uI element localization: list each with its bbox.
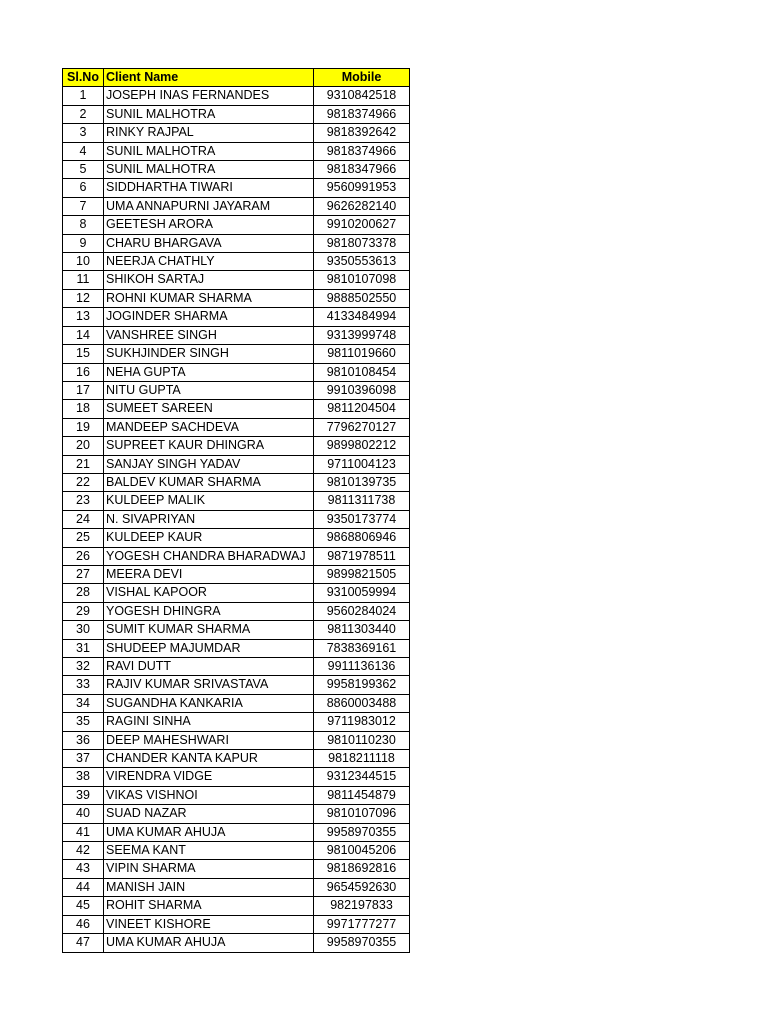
cell-sl-no: 32 xyxy=(63,658,104,676)
cell-mobile: 9350173774 xyxy=(314,510,410,528)
cell-mobile: 9811454879 xyxy=(314,786,410,804)
cell-sl-no: 40 xyxy=(63,805,104,823)
cell-client-name: RAGINI SINHA xyxy=(104,713,314,731)
cell-sl-no: 15 xyxy=(63,345,104,363)
table-row xyxy=(63,621,410,639)
cell-client-name: SUNIL MALHOTRA xyxy=(104,105,314,123)
cell-sl-no: 5 xyxy=(63,161,104,179)
cell-client-name: VANSHREE SINGH xyxy=(104,326,314,344)
table-row xyxy=(63,289,410,307)
table-row xyxy=(63,694,410,712)
cell-client-name: MEERA DEVI xyxy=(104,565,314,583)
table-row xyxy=(63,878,410,896)
cell-sl-no: 22 xyxy=(63,473,104,491)
table-row xyxy=(63,400,410,418)
cell-client-name: KULDEEP KAUR xyxy=(104,529,314,547)
cell-client-name: SEEMA KANT xyxy=(104,842,314,860)
table-row xyxy=(63,823,410,841)
table-row xyxy=(63,124,410,142)
cell-mobile: 9811303440 xyxy=(314,621,410,639)
cell-sl-no: 37 xyxy=(63,750,104,768)
table-row xyxy=(63,437,410,455)
cell-mobile: 9818374966 xyxy=(314,142,410,160)
table-row xyxy=(63,805,410,823)
cell-client-name: SUAD NAZAR xyxy=(104,805,314,823)
cell-mobile: 9711004123 xyxy=(314,455,410,473)
cell-mobile: 4133484994 xyxy=(314,308,410,326)
cell-client-name: SUPREET KAUR DHINGRA xyxy=(104,437,314,455)
table-row xyxy=(63,897,410,915)
cell-mobile: 7796270127 xyxy=(314,418,410,436)
cell-sl-no: 43 xyxy=(63,860,104,878)
table-row xyxy=(63,216,410,234)
cell-mobile: 9626282140 xyxy=(314,197,410,215)
cell-client-name: MANDEEP SACHDEVA xyxy=(104,418,314,436)
header-sl-no: Sl.No xyxy=(63,69,104,87)
table-row xyxy=(63,161,410,179)
cell-sl-no: 26 xyxy=(63,547,104,565)
cell-sl-no: 19 xyxy=(63,418,104,436)
header-mobile: Mobile xyxy=(314,69,410,87)
cell-client-name: SUGANDHA KANKARIA xyxy=(104,694,314,712)
cell-mobile: 9818073378 xyxy=(314,234,410,252)
cell-mobile: 9310059994 xyxy=(314,584,410,602)
cell-mobile: 9910396098 xyxy=(314,381,410,399)
cell-mobile: 9971777277 xyxy=(314,915,410,933)
table-row xyxy=(63,731,410,749)
cell-mobile: 9811204504 xyxy=(314,400,410,418)
cell-mobile: 9958199362 xyxy=(314,676,410,694)
table-row xyxy=(63,713,410,731)
cell-client-name: SUNIL MALHOTRA xyxy=(104,142,314,160)
client-table xyxy=(62,68,410,953)
cell-client-name: NEERJA CHATHLY xyxy=(104,253,314,271)
cell-client-name: SUMIT KUMAR SHARMA xyxy=(104,621,314,639)
cell-client-name: ROHNI KUMAR SHARMA xyxy=(104,289,314,307)
cell-client-name: SIDDHARTHA TIWARI xyxy=(104,179,314,197)
cell-mobile: 9818347966 xyxy=(314,161,410,179)
cell-mobile: 9560991953 xyxy=(314,179,410,197)
cell-sl-no: 6 xyxy=(63,179,104,197)
header-row xyxy=(63,69,410,87)
cell-sl-no: 28 xyxy=(63,584,104,602)
table-row xyxy=(63,345,410,363)
cell-mobile: 9810139735 xyxy=(314,473,410,491)
cell-sl-no: 9 xyxy=(63,234,104,252)
table-row xyxy=(63,455,410,473)
cell-client-name: CHANDER KANTA KAPUR xyxy=(104,750,314,768)
table-row xyxy=(63,768,410,786)
cell-mobile: 9560284024 xyxy=(314,602,410,620)
cell-client-name: VISHAL KAPOOR xyxy=(104,584,314,602)
cell-mobile: 9818692816 xyxy=(314,860,410,878)
table-body xyxy=(63,87,410,952)
cell-mobile: 9810108454 xyxy=(314,363,410,381)
cell-client-name: VIKAS VISHNOI xyxy=(104,786,314,804)
cell-sl-no: 21 xyxy=(63,455,104,473)
cell-sl-no: 10 xyxy=(63,253,104,271)
cell-mobile: 9811311738 xyxy=(314,492,410,510)
cell-sl-no: 25 xyxy=(63,529,104,547)
cell-mobile: 9958970355 xyxy=(314,934,410,952)
cell-client-name: GEETESH ARORA xyxy=(104,216,314,234)
table-row xyxy=(63,105,410,123)
cell-sl-no: 47 xyxy=(63,934,104,952)
cell-mobile: 9711983012 xyxy=(314,713,410,731)
cell-client-name: NEHA GUPTA xyxy=(104,363,314,381)
cell-client-name: CHARU BHARGAVA xyxy=(104,234,314,252)
table-row xyxy=(63,253,410,271)
table-row xyxy=(63,934,410,952)
cell-sl-no: 34 xyxy=(63,694,104,712)
table-row xyxy=(63,639,410,657)
cell-sl-no: 3 xyxy=(63,124,104,142)
table-row xyxy=(63,271,410,289)
cell-mobile: 8860003488 xyxy=(314,694,410,712)
cell-client-name: DEEP MAHESHWARI xyxy=(104,731,314,749)
table-row xyxy=(63,326,410,344)
cell-sl-no: 38 xyxy=(63,768,104,786)
cell-sl-no: 13 xyxy=(63,308,104,326)
cell-mobile: 9899802212 xyxy=(314,437,410,455)
cell-sl-no: 39 xyxy=(63,786,104,804)
cell-client-name: SUMEET SAREEN xyxy=(104,400,314,418)
table-row xyxy=(63,529,410,547)
table-row xyxy=(63,842,410,860)
cell-mobile: 9911136136 xyxy=(314,658,410,676)
cell-client-name: RINKY RAJPAL xyxy=(104,124,314,142)
table-row xyxy=(63,786,410,804)
cell-client-name: N. SIVAPRIYAN xyxy=(104,510,314,528)
cell-mobile: 9810110230 xyxy=(314,731,410,749)
cell-mobile: 9910200627 xyxy=(314,216,410,234)
cell-sl-no: 11 xyxy=(63,271,104,289)
cell-mobile: 9310842518 xyxy=(314,87,410,105)
table-row xyxy=(63,473,410,491)
table-row xyxy=(63,676,410,694)
cell-client-name: SHUDEEP MAJUMDAR xyxy=(104,639,314,657)
cell-mobile: 9899821505 xyxy=(314,565,410,583)
table-row xyxy=(63,547,410,565)
cell-sl-no: 36 xyxy=(63,731,104,749)
table-row xyxy=(63,87,410,105)
cell-mobile: 9312344515 xyxy=(314,768,410,786)
cell-sl-no: 12 xyxy=(63,289,104,307)
table-row xyxy=(63,492,410,510)
cell-sl-no: 45 xyxy=(63,897,104,915)
cell-sl-no: 2 xyxy=(63,105,104,123)
cell-client-name: UMA KUMAR AHUJA xyxy=(104,823,314,841)
cell-client-name: UMA ANNAPURNI JAYARAM xyxy=(104,197,314,215)
cell-sl-no: 27 xyxy=(63,565,104,583)
cell-mobile: 9810107098 xyxy=(314,271,410,289)
cell-client-name: KULDEEP MALIK xyxy=(104,492,314,510)
cell-mobile: 9810045206 xyxy=(314,842,410,860)
cell-client-name: JOGINDER SHARMA xyxy=(104,308,314,326)
table-row xyxy=(63,584,410,602)
table-row xyxy=(63,197,410,215)
table-row xyxy=(63,860,410,878)
cell-client-name: SUKHJINDER SINGH xyxy=(104,345,314,363)
table-row xyxy=(63,363,410,381)
cell-client-name: SHIKOH SARTAJ xyxy=(104,271,314,289)
cell-mobile: 7838369161 xyxy=(314,639,410,657)
cell-mobile: 9818392642 xyxy=(314,124,410,142)
cell-client-name: JOSEPH INAS FERNANDES xyxy=(104,87,314,105)
cell-client-name: ROHIT SHARMA xyxy=(104,897,314,915)
table-row xyxy=(63,234,410,252)
table-row xyxy=(63,142,410,160)
cell-sl-no: 31 xyxy=(63,639,104,657)
cell-mobile: 9313999748 xyxy=(314,326,410,344)
cell-client-name: RAVI DUTT xyxy=(104,658,314,676)
cell-client-name: UMA KUMAR AHUJA xyxy=(104,934,314,952)
table-row xyxy=(63,308,410,326)
table-row xyxy=(63,179,410,197)
cell-client-name: YOGESH CHANDRA BHARADWAJ xyxy=(104,547,314,565)
cell-sl-no: 7 xyxy=(63,197,104,215)
cell-mobile: 9810107096 xyxy=(314,805,410,823)
table-row xyxy=(63,750,410,768)
table-row xyxy=(63,602,410,620)
table-row xyxy=(63,418,410,436)
cell-sl-no: 14 xyxy=(63,326,104,344)
cell-mobile: 9818374966 xyxy=(314,105,410,123)
header-client-name: Client Name xyxy=(104,69,314,87)
cell-client-name: SUNIL MALHOTRA xyxy=(104,161,314,179)
cell-sl-no: 16 xyxy=(63,363,104,381)
cell-client-name: MANISH JAIN xyxy=(104,878,314,896)
table-row xyxy=(63,510,410,528)
cell-sl-no: 1 xyxy=(63,87,104,105)
cell-sl-no: 18 xyxy=(63,400,104,418)
cell-sl-no: 29 xyxy=(63,602,104,620)
table-row xyxy=(63,915,410,933)
cell-sl-no: 44 xyxy=(63,878,104,896)
cell-sl-no: 30 xyxy=(63,621,104,639)
cell-sl-no: 24 xyxy=(63,510,104,528)
table-header xyxy=(63,69,410,87)
cell-mobile: 982197833 xyxy=(314,897,410,915)
cell-sl-no: 33 xyxy=(63,676,104,694)
cell-sl-no: 4 xyxy=(63,142,104,160)
cell-client-name: YOGESH DHINGRA xyxy=(104,602,314,620)
cell-client-name: RAJIV KUMAR SRIVASTAVA xyxy=(104,676,314,694)
table-row xyxy=(63,381,410,399)
cell-sl-no: 42 xyxy=(63,842,104,860)
cell-sl-no: 8 xyxy=(63,216,104,234)
cell-client-name: VIRENDRA VIDGE xyxy=(104,768,314,786)
cell-client-name: VIPIN SHARMA xyxy=(104,860,314,878)
cell-sl-no: 46 xyxy=(63,915,104,933)
cell-mobile: 9654592630 xyxy=(314,878,410,896)
cell-sl-no: 20 xyxy=(63,437,104,455)
cell-client-name: NITU GUPTA xyxy=(104,381,314,399)
cell-client-name: SANJAY SINGH YADAV xyxy=(104,455,314,473)
cell-mobile: 9868806946 xyxy=(314,529,410,547)
cell-sl-no: 23 xyxy=(63,492,104,510)
cell-client-name: VINEET KISHORE xyxy=(104,915,314,933)
cell-client-name: BALDEV KUMAR SHARMA xyxy=(104,473,314,491)
cell-mobile: 9871978511 xyxy=(314,547,410,565)
cell-mobile: 9958970355 xyxy=(314,823,410,841)
cell-sl-no: 17 xyxy=(63,381,104,399)
cell-mobile: 9350553613 xyxy=(314,253,410,271)
cell-sl-no: 35 xyxy=(63,713,104,731)
cell-mobile: 9818211118 xyxy=(314,750,410,768)
cell-mobile: 9888502550 xyxy=(314,289,410,307)
table-row xyxy=(63,658,410,676)
cell-mobile: 9811019660 xyxy=(314,345,410,363)
table-row xyxy=(63,565,410,583)
cell-sl-no: 41 xyxy=(63,823,104,841)
